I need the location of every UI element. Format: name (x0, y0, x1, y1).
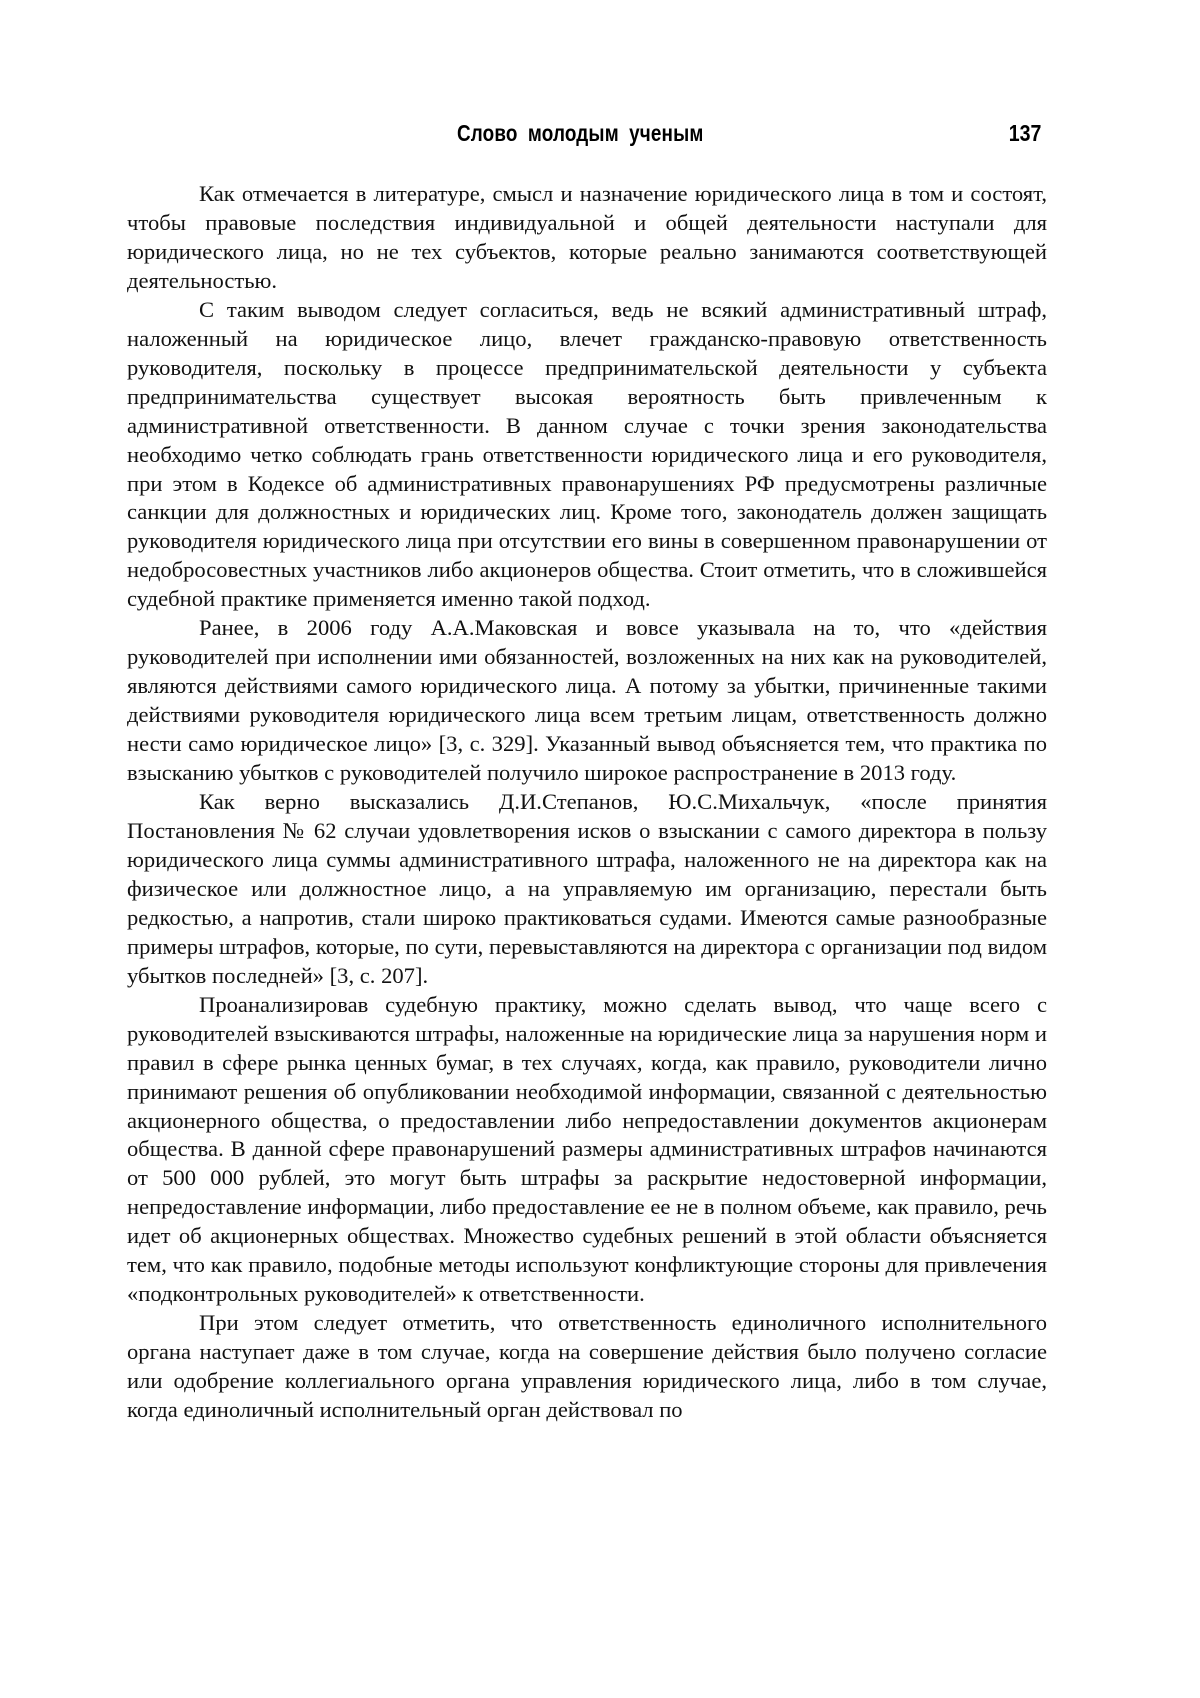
paragraph: Как отмечается в литературе, смысл и назначение юридического лица в том и состоят, чтобы правовые последствия индивидуальной и общей деятельности наступали для юридического лица, но не тех субъектов, которые реально занимаются соответствующей деятельностью. (127, 181, 1047, 293)
paragraph: При этом следует отметить, что ответственность единоличного исполнительного органа наступает даже в том случае, когда на совершение действия было получено согласие или одобрение коллегиального органа управления юридического лица, либо в том случае, когда единоличный исполнительный орган действовал по (127, 1310, 1047, 1423)
running-header (127, 120, 1047, 160)
body-text (127, 180, 1047, 1425)
paragraph: Проанализировав судебную практику, можно сделать вывод, что чаще всего с руководителей взыскиваются штрафы, наложенные на юридические лица за нарушения норм и правил в сфере рынка ценных бумаг, в тех случаях, когда, как правило, руководители лично принимают решения об опубликовании необходимой информации, связанной с деятельностью акционерного общества, о предоставлении либо непредоставлении документов акционерам общества. В данной сфере правонарушений размеры административных штрафов начинаются от 500 000 рублей, это могут быть штрафы за раскрытие недостоверной информации, непредоставление информации, либо предоставление ее не в полном объеме, как правило, речь идет об акционерных обществах. Множество судебных решений в этой области объясняется тем, что как правило, подобные методы используют конфликтующие стороны для привлечения «подконтрольных руководителей» к ответственности. (127, 991, 1047, 1307)
page-number: 137 (1008, 120, 1041, 146)
paragraph: Ранее, в 2006 году А.А.Маковская и вовсе указывала на то, что «действия руководителей при исполнении ими обязанностей, возложенных на них как на руководителей, являются действиями самого юридического лица. А потому за убытки, причиненные такими действиями руководителя юридического лица всем третьим лицам, ответственность должно нести само юридическое лицо» [3, с. 329]. Указанный вывод объясняется тем, что практика по взысканию убытков с руководителей получило широкое распространение в 2013 году. (127, 615, 1047, 786)
paragraph: С таким выводом следует согласиться, ведь не всякий административный штраф, наложенный на юридическое лицо, влечет гражданско-правовую ответственность руководителя, поскольку в процессе предпринимательской деятельности у субъекта предпринимательства существует высокая вероятность быть привлеченным к административной ответственности. В данном случае с точки зрения законодательства необходимо четко соблюдать грань ответственности юридического лица и его руководителя, при этом в Кодексе об административных правонарушениях РФ предусмотрены различные санкции для должностных и юридических лиц. Кроме того, законодатель должен защищать руководителя юридического лица при отсутствии его вины в совершенном правонарушении от недобросовестных участников либо акционеров общества. Стоит отметить, что в сложившейся судебной практике применяется именно такой подход. (127, 296, 1047, 612)
section-title: Слово молодым ученым (457, 120, 704, 146)
paragraph: Как верно высказались Д.И.Степанов, Ю.С.Михальчук, «после принятия Постановления № 62 случаи удовлетворения исков о взыскании с самого директора в пользу юридического лица суммы административного штрафа, наложенного не на директора как на физическое или должностное лицо, а на управляемую им организацию, перестали быть редкостью, а напротив, стали широко практиковаться судами. Имеются самые разнообразные примеры штрафов, которые, по сути, перевыставляются на директора с организации под видом убытков последней» [3, с. 207]. (127, 789, 1047, 988)
